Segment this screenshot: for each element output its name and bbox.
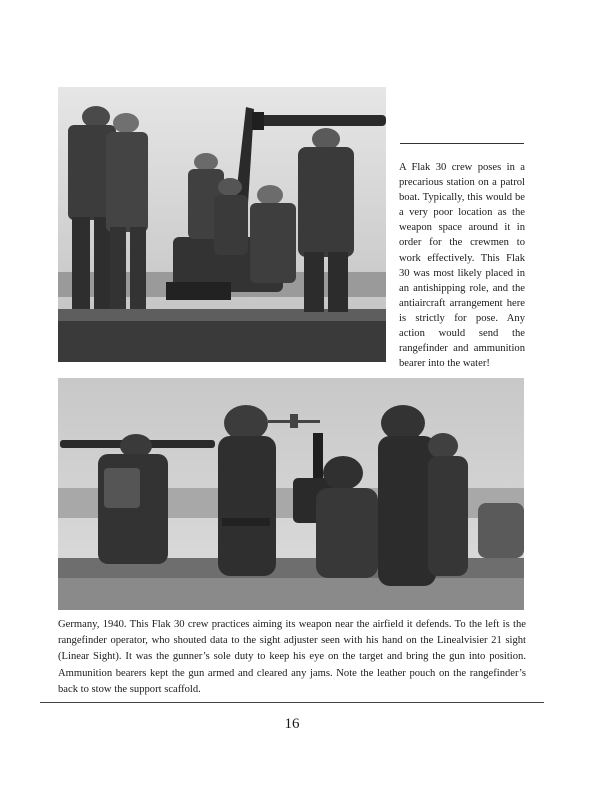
top-photograph	[58, 87, 386, 362]
flak-boat-photo-image	[58, 87, 386, 362]
footer-divider	[40, 702, 544, 703]
page-number: 16	[284, 716, 300, 732]
top-photo-caption: A Flak 30 crew poses in a precarious station on a patrol boat. Typically, this would be a very poor location as the weapon space around it in order for the crewmen to work effectively. This Flak 30 was most likely placed in an antishipping role, and the antiaircraft arrangement here is strictly for pose. Any action would send the rangefinder and ammunition bearer into the water!	[399, 162, 525, 370]
caption-divider	[400, 143, 524, 144]
bottom-photo-caption: Germany, 1940. This Flak 30 crew practices aiming its weapon near the airfield it defends. To the left is the rangefinder operator, who shouted data to the sight adjuster seen with his hand on the Linealvisier 21 sight (Linear Sight). It was the gunner’s sole duty to keep his eye on the target and bring the gun into position. Ammunition bearers kept the gun armed and cleared any jams. Note the leather pouch on the rangefinder’s back to stow the support scaffold.	[58, 619, 526, 695]
flak-airfield-photo-image	[58, 378, 524, 610]
bottom-photograph	[58, 378, 524, 610]
